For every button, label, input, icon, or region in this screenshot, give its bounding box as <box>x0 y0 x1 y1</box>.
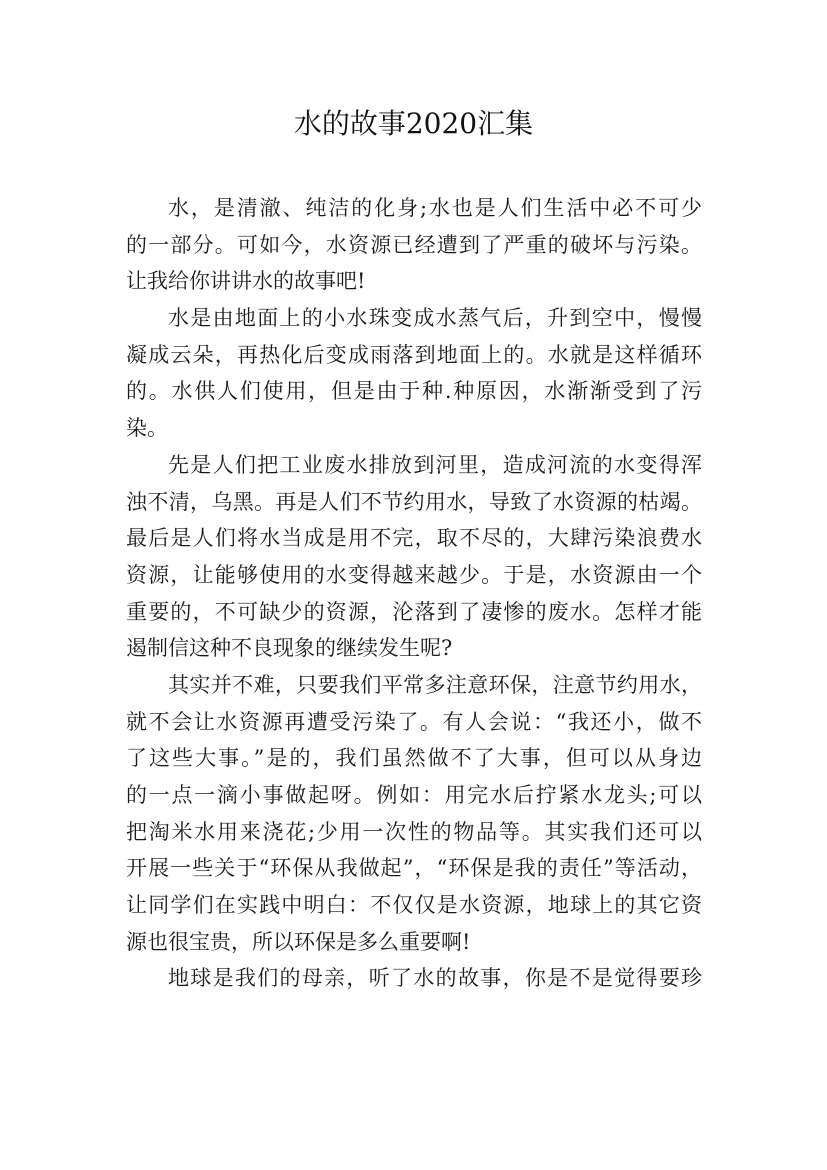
text-line: 让同学们在实践中明白：不仅仅是水资源，地球上的其它资 <box>126 893 702 918</box>
text-line: 的。水供人们使用，但是由于种.种原因，水渐渐受到了污 <box>126 379 702 404</box>
text-line: 源也很宝贵，所以环保是多么重要啊! <box>126 929 471 954</box>
text-line: 先是人们把工业废水排放到河里，造成河流的水变得浑 <box>168 452 702 477</box>
text-line: 其实并不难，只要我们平常多注意环保，注意节约用水， <box>168 672 702 697</box>
text-line: 资源，让能够使用的水变得越来越少。于是，水资源由一个 <box>126 562 702 587</box>
text-line: 遏制信这种不良现象的继续发生呢? <box>126 636 453 661</box>
text-line: 了这些大事。”是的，我们虽然做不了大事，但可以从身边 <box>126 746 702 771</box>
text-line: 染。 <box>126 416 168 441</box>
text-line: 水是由地面上的小水珠变成水蒸气后，升到空中，慢慢 <box>168 306 702 331</box>
text-line: 的一点一滴小事做起呀。例如：用完水后拧紧水龙头;可以 <box>126 783 702 807</box>
text-line: 把淘米水用来浇花;少用一次性的物品等。其实我们还可以 <box>126 819 702 844</box>
text-line: 水，是清澈、纯洁的化身;水也是人们生活中必不可少 <box>168 196 702 220</box>
text-line: 就不会让水资源再遭受污染了。有人会说：“我还小，做不 <box>126 709 702 734</box>
text-line: 的一部分。可如今，水资源已经遭到了严重的破坏与污染。 <box>126 232 702 257</box>
text-line: 凝成云朵，再热化后变成雨落到地面上的。水就是这样循环 <box>126 342 702 367</box>
document-body <box>126 190 702 997</box>
text-line: 地球是我们的母亲，听了水的故事，你是不是觉得要珍 <box>168 966 702 991</box>
document-title: 水的故事2020汇集 <box>293 107 534 140</box>
text-line: 让我给你讲讲水的故事吧! <box>126 269 366 294</box>
text-line: 浊不清，乌黑。再是人们不节约用水，导致了水资源的枯竭。 <box>126 489 702 514</box>
text-line: 最后是人们将水当成是用不完，取不尽的，大肆污染浪费水 <box>126 526 702 551</box>
text-line: 开展一些关于“环保从我做起”，“环保是我的责任”等活动， <box>126 856 702 881</box>
text-line: 重要的，不可缺少的资源，沦落到了凄惨的废水。怎样才能 <box>126 599 702 624</box>
